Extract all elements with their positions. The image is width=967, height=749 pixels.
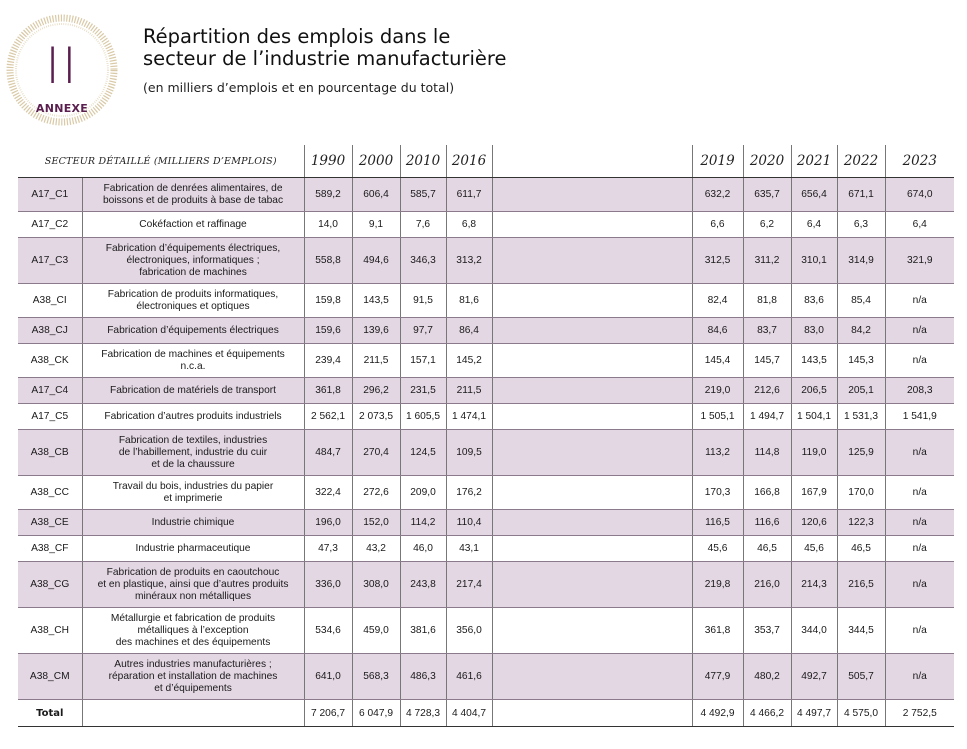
year-header: 2021: [791, 145, 837, 178]
value-cell: 152,0: [352, 510, 400, 536]
value-cell: 145,4: [692, 344, 743, 378]
value-cell: 336,0: [304, 562, 352, 608]
value-cell: n/a: [885, 562, 954, 608]
sector-label-line: Industrie pharmaceutique: [135, 542, 251, 554]
value-cell: 231,5: [400, 378, 446, 404]
year-header: 2022: [837, 145, 885, 178]
sector-label-line: Fabrication d’équipements électriques,: [105, 242, 281, 254]
sector-label: [82, 608, 304, 654]
column-gap: [492, 562, 692, 608]
value-cell: 145,2: [446, 344, 492, 378]
value-cell: 82,4: [692, 284, 743, 318]
sector-label-line: n.c.a.: [180, 360, 206, 372]
sector-label-line: Fabrication d’autres produits industriels: [104, 410, 282, 422]
sector-label-line: Métallurgie et fabrication de produits: [110, 612, 276, 624]
value-cell: 6,6: [692, 212, 743, 238]
annexe-number: II: [45, 37, 79, 95]
column-gap: [492, 608, 692, 654]
table-row: [18, 430, 954, 476]
sector-label-line: Industrie chimique: [151, 516, 235, 528]
value-cell: 170,3: [692, 476, 743, 510]
sector-code: A17_C5: [18, 404, 82, 430]
sector-code: A17_C3: [18, 238, 82, 284]
value-cell: 114,2: [400, 510, 446, 536]
value-cell: 43,2: [352, 536, 400, 562]
value-cell: 656,4: [791, 178, 837, 212]
sector-label-line: Autres industries manufacturières ;: [114, 658, 272, 670]
total-value: 4 404,7: [446, 700, 492, 727]
value-cell: 296,2: [352, 378, 400, 404]
value-cell: 219,8: [692, 562, 743, 608]
value-cell: 312,5: [692, 238, 743, 284]
value-cell: 97,7: [400, 318, 446, 344]
value-cell: 209,0: [400, 476, 446, 510]
value-cell: 14,0: [304, 212, 352, 238]
total-value: 2 752,5: [885, 700, 954, 727]
total-value: 7 206,7: [304, 700, 352, 727]
value-cell: 124,5: [400, 430, 446, 476]
column-gap: [492, 510, 692, 536]
value-cell: 311,2: [743, 238, 791, 284]
column-gap: [492, 378, 692, 404]
value-cell: 310,1: [791, 238, 837, 284]
value-cell: 159,6: [304, 318, 352, 344]
value-cell: 243,8: [400, 562, 446, 608]
value-cell: 361,8: [692, 608, 743, 654]
value-cell: 116,6: [743, 510, 791, 536]
value-cell: 1 494,7: [743, 404, 791, 430]
year-header: 2020: [743, 145, 791, 178]
sector-label: [82, 178, 304, 212]
table-row: [18, 344, 954, 378]
value-cell: 308,0: [352, 562, 400, 608]
value-cell: 356,0: [446, 608, 492, 654]
sector-code: A38_CB: [18, 430, 82, 476]
value-cell: 2 073,5: [352, 404, 400, 430]
value-cell: 9,1: [352, 212, 400, 238]
annexe-badge: [6, 14, 118, 126]
table-row: [18, 212, 954, 238]
column-gap: [492, 178, 692, 212]
sector-label-line: et de la chaussure: [151, 458, 235, 470]
column-gap: [492, 318, 692, 344]
value-cell: n/a: [885, 510, 954, 536]
total-value: 4 575,0: [837, 700, 885, 727]
value-cell: 671,1: [837, 178, 885, 212]
value-cell: 211,5: [446, 378, 492, 404]
table-row: [18, 404, 954, 430]
sector-label: [82, 212, 304, 238]
value-cell: 196,0: [304, 510, 352, 536]
sector-code: A17_C4: [18, 378, 82, 404]
value-cell: 139,6: [352, 318, 400, 344]
year-header: 2016: [446, 145, 492, 178]
table-row: [18, 562, 954, 608]
employment-table: [18, 145, 954, 727]
page-title: [143, 26, 506, 70]
table-row: [18, 238, 954, 284]
value-cell: 606,4: [352, 178, 400, 212]
value-cell: 116,5: [692, 510, 743, 536]
sector-label: [82, 238, 304, 284]
value-cell: 81,6: [446, 284, 492, 318]
value-cell: 344,0: [791, 608, 837, 654]
sector-label: [82, 510, 304, 536]
value-cell: 322,4: [304, 476, 352, 510]
title-line-1: Répartition des emplois dans le: [143, 25, 451, 48]
sector-label-line: électroniques et optiques: [136, 300, 250, 312]
value-cell: 313,2: [446, 238, 492, 284]
value-cell: 216,5: [837, 562, 885, 608]
value-cell: 211,5: [352, 344, 400, 378]
value-cell: 46,5: [743, 536, 791, 562]
value-cell: 47,3: [304, 536, 352, 562]
value-cell: n/a: [885, 284, 954, 318]
value-cell: 270,4: [352, 430, 400, 476]
value-cell: n/a: [885, 654, 954, 700]
total-value: 4 497,7: [791, 700, 837, 727]
value-cell: 83,7: [743, 318, 791, 344]
sector-label: [82, 562, 304, 608]
value-cell: 145,7: [743, 344, 791, 378]
value-cell: 534,6: [304, 608, 352, 654]
year-header: 2000: [352, 145, 400, 178]
value-cell: 114,8: [743, 430, 791, 476]
value-cell: 459,0: [352, 608, 400, 654]
value-cell: n/a: [885, 318, 954, 344]
value-cell: n/a: [885, 476, 954, 510]
value-cell: 206,5: [791, 378, 837, 404]
column-gap: [492, 404, 692, 430]
table-row: [18, 178, 954, 212]
sector-label-line: Fabrication d’équipements électriques: [107, 324, 279, 336]
sector-label-line: réparation et installation de machines: [108, 670, 278, 682]
value-cell: 43,1: [446, 536, 492, 562]
value-cell: 494,6: [352, 238, 400, 284]
table-row: [18, 318, 954, 344]
value-cell: n/a: [885, 430, 954, 476]
sector-code: A38_CK: [18, 344, 82, 378]
value-cell: 568,3: [352, 654, 400, 700]
table-row: [18, 476, 954, 510]
value-cell: 45,6: [692, 536, 743, 562]
sector-label-line: et imprimerie: [163, 492, 223, 504]
value-cell: 159,8: [304, 284, 352, 318]
value-cell: 214,3: [791, 562, 837, 608]
total-label: Total: [18, 700, 82, 727]
value-cell: 2 562,1: [304, 404, 352, 430]
sector-label-line: Fabrication de textiles, industries: [118, 434, 268, 446]
table-row: [18, 378, 954, 404]
table-body: [18, 178, 954, 727]
value-cell: 1 531,3: [837, 404, 885, 430]
sector-code: A17_C2: [18, 212, 82, 238]
sector-label: [82, 318, 304, 344]
value-cell: 344,5: [837, 608, 885, 654]
table-row: [18, 608, 954, 654]
value-cell: 321,9: [885, 238, 954, 284]
column-gap: [492, 654, 692, 700]
value-cell: 84,6: [692, 318, 743, 344]
value-cell: 484,7: [304, 430, 352, 476]
value-cell: 113,2: [692, 430, 743, 476]
sector-label-line: électroniques, informatiques ;: [126, 254, 260, 266]
value-cell: 635,7: [743, 178, 791, 212]
value-cell: 143,5: [791, 344, 837, 378]
value-cell: 461,6: [446, 654, 492, 700]
column-gap: [492, 430, 692, 476]
sector-label-line: Fabrication de produits en caoutchouc: [106, 566, 280, 578]
value-cell: 272,6: [352, 476, 400, 510]
sector-label: [82, 404, 304, 430]
sector-label: [82, 378, 304, 404]
value-cell: 122,3: [837, 510, 885, 536]
value-cell: 119,0: [791, 430, 837, 476]
value-cell: 46,5: [837, 536, 885, 562]
total-empty: [82, 700, 304, 727]
sector-code: A38_CG: [18, 562, 82, 608]
sector-label: [82, 284, 304, 318]
value-cell: 1 474,1: [446, 404, 492, 430]
year-header: 1990: [304, 145, 352, 178]
value-cell: 585,7: [400, 178, 446, 212]
value-cell: 217,4: [446, 562, 492, 608]
sector-label: [82, 654, 304, 700]
sector-label-line: Fabrication de machines et équipements: [101, 348, 285, 360]
table-row: [18, 284, 954, 318]
total-value: 4 728,3: [400, 700, 446, 727]
value-cell: n/a: [885, 536, 954, 562]
value-cell: 167,9: [791, 476, 837, 510]
annexe-label: ANNEXE: [35, 102, 89, 115]
sector-label-line: de l’habillement, industrie du cuir: [118, 446, 268, 458]
value-cell: 641,0: [304, 654, 352, 700]
value-cell: 492,7: [791, 654, 837, 700]
total-value: 6 047,9: [352, 700, 400, 727]
year-header: 2019: [692, 145, 743, 178]
sector-code: A38_CJ: [18, 318, 82, 344]
value-cell: 85,4: [837, 284, 885, 318]
column-gap: [492, 476, 692, 510]
column-gap: [492, 145, 692, 178]
value-cell: 1 605,5: [400, 404, 446, 430]
value-cell: 346,3: [400, 238, 446, 284]
value-cell: 1 541,9: [885, 404, 954, 430]
value-cell: 480,2: [743, 654, 791, 700]
value-cell: 143,5: [352, 284, 400, 318]
value-cell: 353,7: [743, 608, 791, 654]
value-cell: 1 504,1: [791, 404, 837, 430]
page-subtitle: (en milliers d’emplois et en pourcentage du total): [143, 80, 455, 95]
value-cell: 45,6: [791, 536, 837, 562]
sector-label: [82, 476, 304, 510]
sector-code: A38_CE: [18, 510, 82, 536]
sector-code: A38_CI: [18, 284, 82, 318]
value-cell: n/a: [885, 608, 954, 654]
value-cell: 109,5: [446, 430, 492, 476]
value-cell: 477,9: [692, 654, 743, 700]
sector-code: A38_CH: [18, 608, 82, 654]
value-cell: 176,2: [446, 476, 492, 510]
sector-label-line: Cokéfaction et raffinage: [139, 218, 247, 230]
value-cell: 145,3: [837, 344, 885, 378]
value-cell: 632,2: [692, 178, 743, 212]
column-gap: [492, 536, 692, 562]
sector-label: [82, 344, 304, 378]
column-gap: [492, 284, 692, 318]
column-gap: [492, 700, 692, 727]
column-gap: [492, 238, 692, 284]
value-cell: 81,8: [743, 284, 791, 318]
table-row: [18, 654, 954, 700]
value-cell: 84,2: [837, 318, 885, 344]
sector-label-line: des machines et des équipements: [115, 636, 271, 648]
sector-label-line: fabrication de machines: [139, 266, 247, 278]
value-cell: 219,0: [692, 378, 743, 404]
value-cell: 86,4: [446, 318, 492, 344]
sector-header: SECTEUR DÉTAILLÉ (MILLIERS D’EMPLOIS): [18, 145, 304, 178]
value-cell: 6,4: [791, 212, 837, 238]
value-cell: 314,9: [837, 238, 885, 284]
value-cell: 589,2: [304, 178, 352, 212]
value-cell: 83,0: [791, 318, 837, 344]
year-header: 2023: [885, 145, 954, 178]
value-cell: n/a: [885, 344, 954, 378]
sector-label-line: Fabrication de produits informatiques,: [107, 288, 279, 300]
value-cell: 361,8: [304, 378, 352, 404]
column-gap: [492, 212, 692, 238]
value-cell: 212,6: [743, 378, 791, 404]
value-cell: 7,6: [400, 212, 446, 238]
value-cell: 611,7: [446, 178, 492, 212]
sector-code: A38_CM: [18, 654, 82, 700]
sector-label-line: métalliques à l’exception: [137, 624, 249, 636]
value-cell: 91,5: [400, 284, 446, 318]
year-header: 2010: [400, 145, 446, 178]
value-cell: 216,0: [743, 562, 791, 608]
value-cell: 208,3: [885, 378, 954, 404]
sector-label-line: et d’équipements: [154, 682, 232, 694]
value-cell: 46,0: [400, 536, 446, 562]
value-cell: 505,7: [837, 654, 885, 700]
value-cell: 166,8: [743, 476, 791, 510]
value-cell: 558,8: [304, 238, 352, 284]
table-row: [18, 536, 954, 562]
sector-label-line: Fabrication de denrées alimentaires, de: [103, 182, 283, 194]
value-cell: 239,4: [304, 344, 352, 378]
value-cell: 205,1: [837, 378, 885, 404]
sector-label-line: et en plastique, ainsi que d’autres produits: [97, 578, 289, 590]
value-cell: 674,0: [885, 178, 954, 212]
table-header: [18, 145, 954, 178]
value-cell: 120,6: [791, 510, 837, 536]
value-cell: 6,4: [885, 212, 954, 238]
total-value: 4 492,9: [692, 700, 743, 727]
value-cell: 6,3: [837, 212, 885, 238]
sector-label-line: boissons et de produits à base de tabac: [102, 194, 284, 206]
total-row: [18, 700, 954, 727]
total-value: 4 466,2: [743, 700, 791, 727]
value-cell: 6,2: [743, 212, 791, 238]
value-cell: 1 505,1: [692, 404, 743, 430]
value-cell: 170,0: [837, 476, 885, 510]
sector-label-line: Fabrication de matériels de transport: [110, 384, 276, 396]
column-gap: [492, 344, 692, 378]
value-cell: 83,6: [791, 284, 837, 318]
sector-label-line: minéraux non métalliques: [134, 590, 252, 602]
sector-label: [82, 430, 304, 476]
sector-code: A17_C1: [18, 178, 82, 212]
table-row: [18, 510, 954, 536]
sector-code: A38_CF: [18, 536, 82, 562]
sector-code: A38_CC: [18, 476, 82, 510]
value-cell: 157,1: [400, 344, 446, 378]
value-cell: 486,3: [400, 654, 446, 700]
sector-label-line: Travail du bois, industries du papier: [112, 480, 274, 492]
value-cell: 125,9: [837, 430, 885, 476]
value-cell: 381,6: [400, 608, 446, 654]
sector-label: [82, 536, 304, 562]
value-cell: 6,8: [446, 212, 492, 238]
value-cell: 110,4: [446, 510, 492, 536]
title-line-2: secteur de l’industrie manufacturière: [143, 47, 507, 70]
